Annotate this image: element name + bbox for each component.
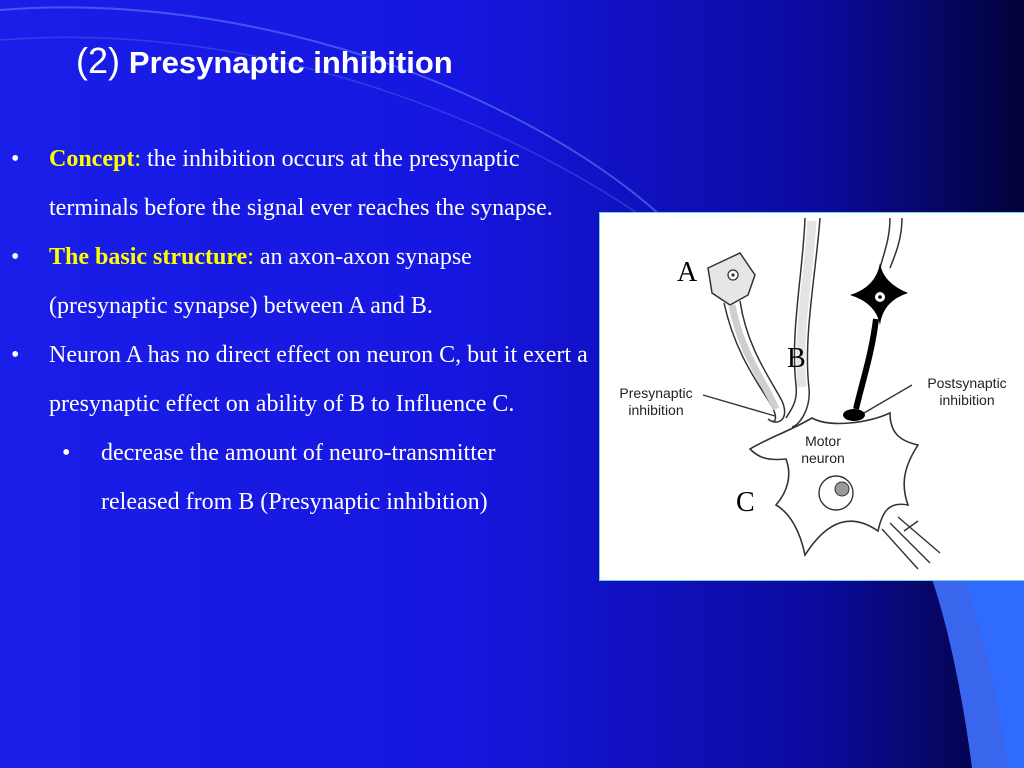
presyn-label-line2: inhibition [628,402,684,418]
motor-label-line2: neuron [801,450,845,466]
concept-term: Concept [49,146,135,172]
label-c: C [736,487,755,518]
postsyn-label-line2: inhibition [939,392,995,408]
presyn-pointer-line [703,395,775,416]
motor-label-line1: Motor [805,433,841,449]
structure-colon: : [247,244,254,270]
bullet-list [0,135,600,527]
postsynaptic-inhibition-label [914,375,1020,409]
structure-term: The basic structure [49,244,248,270]
postsyn-label-line1: Postsynaptic [927,375,1007,391]
concept-colon: : [134,146,141,172]
neuron-a-shape [708,253,785,422]
concept-text: the inhibition occurs at the presynaptic terminals before the signal ever reaches the synapse. [49,146,553,221]
structure-text: an axon-axon synapse (presynaptic synapse) between A and B. [49,244,472,319]
sub-bullet [49,429,541,527]
neuron-b-axon [786,218,820,427]
sub-bullet-text: decrease the amount of neuro-transmitter released from B (Presynaptic inhibition) [101,440,496,515]
presyn-label-line1: Presynaptic [619,385,693,401]
sub-bullet-list [49,429,594,527]
postsyn-pointer-line [864,385,912,413]
label-a: A [677,257,698,288]
neuron-text: Neuron A has no direct effect on neuron C, but it exert a presynaptic effect on ability of B to Influence C. [49,342,588,417]
title-number: (2) [76,40,120,81]
title-text: Presynaptic inhibition [128,45,453,80]
bullet-structure [0,233,594,331]
label-b: B [787,343,806,374]
neuron-diagram [599,212,1024,581]
bullet-neuron [0,331,594,527]
motor-neuron-label [790,433,856,467]
presynaptic-inhibition-label [608,385,704,419]
bullet-concept [0,135,594,233]
postsynaptic-neuron-shape [843,218,908,421]
slide-title [76,40,453,82]
